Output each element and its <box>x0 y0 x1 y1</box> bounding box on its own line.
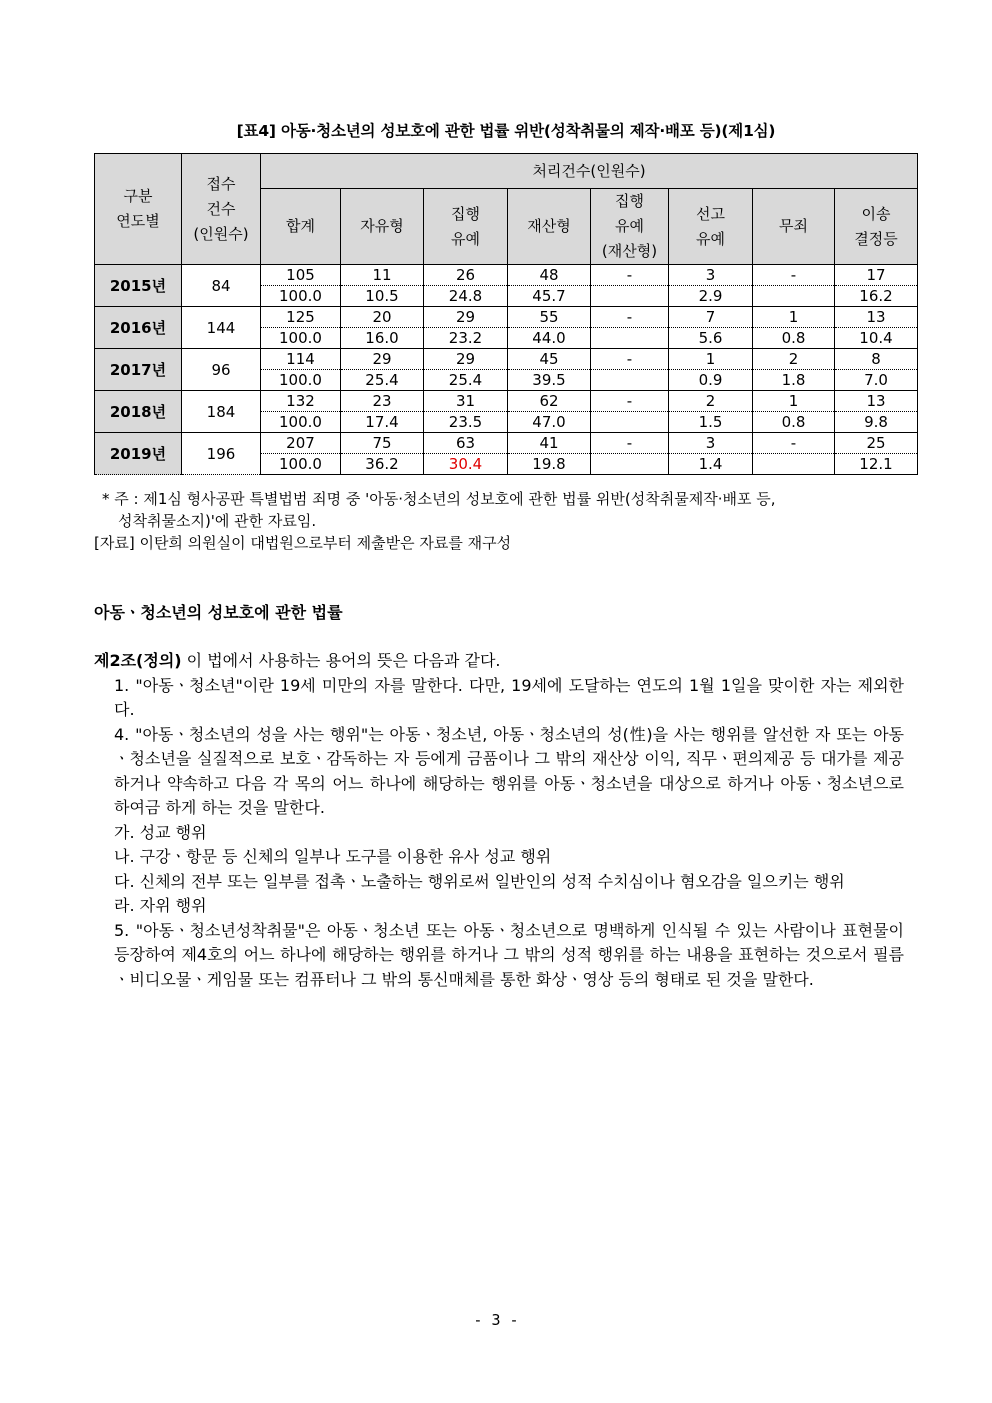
count-cell: 1 <box>753 307 835 328</box>
header-received-line: 건수 <box>206 199 236 218</box>
header-category-top: 구분 <box>123 187 153 205</box>
law-item: 가. 성교 행위 <box>114 822 207 842</box>
header-col-line: 무죄 <box>779 217 808 235</box>
header-col-line: 유예 <box>451 229 480 248</box>
count-cell: 2 <box>753 349 835 370</box>
percent-cell: 1.4 <box>669 454 753 475</box>
percent-cell: 24.8 <box>424 286 508 307</box>
table-row-counts <box>95 433 918 454</box>
page-number: - 3 - <box>473 1311 519 1329</box>
percent-cell: 1.5 <box>669 412 753 433</box>
law-section <box>94 600 904 992</box>
percent-cell: 100.0 <box>261 370 341 391</box>
count-cell: 2 <box>669 391 753 412</box>
count-cell: 63 <box>424 433 508 454</box>
header-col-line: 이송 <box>861 204 891 223</box>
header-col-suspended <box>424 189 508 265</box>
percent-cell <box>591 286 669 307</box>
percent-cell: 47.0 <box>508 412 591 433</box>
percent-cell <box>753 454 835 475</box>
percent-cell: 100.0 <box>261 328 341 349</box>
count-cell: - <box>753 265 835 286</box>
percent-cell: 100.0 <box>261 412 341 433</box>
count-cell: - <box>591 265 669 286</box>
table-body <box>95 265 918 475</box>
year-cell: 2018년 <box>95 391 182 433</box>
note-line: * 주 : 제1심 형사공판 특별법범 죄명 중 '아동·청소년의 성보호에 관한 법률 위반(성착취물제작·배포 등, <box>102 490 776 508</box>
count-cell: 8 <box>835 349 918 370</box>
count-cell: 17 <box>835 265 918 286</box>
percent-cell: 9.8 <box>835 412 918 433</box>
header-col-transfer <box>835 189 918 265</box>
percent-cell: 45.7 <box>508 286 591 307</box>
table-row-counts <box>95 349 918 370</box>
article-intro <box>94 649 904 674</box>
header-col-line: 집행 <box>451 204 480 223</box>
header-col-line: 합계 <box>286 217 315 235</box>
percent-cell: 5.6 <box>669 328 753 349</box>
table-row-counts <box>95 265 918 286</box>
source-line: [자료] 이탄희 의원실이 대법원으로부터 제출받은 자료를 재구성 <box>94 534 512 552</box>
percent-cell: 30.4 <box>424 454 508 475</box>
count-cell: 26 <box>424 265 508 286</box>
received-cell: 96 <box>182 349 261 391</box>
count-cell: - <box>753 433 835 454</box>
law-item: 1. "아동ㆍ청소년"이란 19세 미만의 자를 말한다. 다만, 19세에 도달하는 연도의 1월 1일을 맞이한 자는 제외한다. <box>114 675 904 719</box>
header-col-line: 집행 <box>615 192 644 210</box>
table-title: [표4] 아동·청소년의 성보호에 관한 법률 위반(성착취물의 제작·배포 등)(제1심) <box>236 122 776 140</box>
header-col-fine <box>508 189 591 265</box>
percent-cell: 100.0 <box>261 454 341 475</box>
count-cell: 23 <box>341 391 424 412</box>
received-cell: 184 <box>182 391 261 433</box>
percent-cell <box>591 454 669 475</box>
year-cell: 2015년 <box>95 265 182 307</box>
header-received <box>182 154 261 265</box>
count-cell: 75 <box>341 433 424 454</box>
header-col-line: 재산형 <box>527 217 571 235</box>
count-cell: - <box>591 349 669 370</box>
header-received-line: (인원수) <box>193 224 249 243</box>
count-cell: 1 <box>753 391 835 412</box>
statistics-table <box>94 153 918 475</box>
percent-cell: 16.2 <box>835 286 918 307</box>
law-item: 라. 자위 행위 <box>114 896 207 915</box>
count-cell: - <box>591 433 669 454</box>
count-cell: 25 <box>835 433 918 454</box>
count-cell: 41 <box>508 433 591 454</box>
count-cell: 3 <box>669 433 753 454</box>
percent-cell: 0.8 <box>753 412 835 433</box>
percent-cell: 0.9 <box>669 370 753 391</box>
header-col-acquitted <box>753 189 835 265</box>
count-cell: 29 <box>341 349 424 370</box>
percent-cell <box>753 286 835 307</box>
law-item: 4. "아동ㆍ청소년의 성을 사는 행위"는 아동ㆍ청소년, 아동ㆍ청소년의 성(性)을 사는 행위를 알선한 자 또는 아동ㆍ청소년을 실질적으로 보호ㆍ감독하는 자 등에게 금품이나 그 밖의 재산상 이익, 직무ㆍ편의제공 등 대가를 제공하거나 약속하고 다음 각 목의 어느 하나에 해당하는 행위를 아동ㆍ청소년을 대상으로 하거나 아동ㆍ청소년으로 하여금 하게 하는 것을 말한다. <box>114 724 904 817</box>
percent-cell: 44.0 <box>508 328 591 349</box>
header-col-line: 선고 <box>696 204 725 223</box>
year-cell: 2017년 <box>95 349 182 391</box>
percent-cell: 10.5 <box>341 286 424 307</box>
count-cell: 3 <box>669 265 753 286</box>
table-row-counts <box>95 307 918 328</box>
header-received-line: 접수 <box>206 174 236 193</box>
header-category <box>95 154 182 265</box>
count-cell: 29 <box>424 349 508 370</box>
count-cell: 105 <box>261 265 341 286</box>
header-col-imprisonment <box>341 189 424 265</box>
count-cell: 29 <box>424 307 508 328</box>
table-row-counts <box>95 391 918 412</box>
percent-cell: 36.2 <box>341 454 424 475</box>
count-cell: 48 <box>508 265 591 286</box>
count-cell: 11 <box>341 265 424 286</box>
header-category-bottom: 연도별 <box>116 212 160 230</box>
count-cell: 114 <box>261 349 341 370</box>
header-col-suspended-fine <box>591 189 669 265</box>
year-cell: 2019년 <box>95 433 182 475</box>
received-cell: 84 <box>182 265 261 307</box>
count-cell: 125 <box>261 307 341 328</box>
percent-cell: 2.9 <box>669 286 753 307</box>
law-item: 나. 구강ㆍ항문 등 신체의 일부나 도구를 이용한 유사 성교 행위 <box>114 847 552 866</box>
percent-cell: 25.4 <box>424 370 508 391</box>
percent-cell: 19.8 <box>508 454 591 475</box>
year-cell: 2016년 <box>95 307 182 349</box>
percent-cell: 23.2 <box>424 328 508 349</box>
count-cell: - <box>591 391 669 412</box>
header-col-total <box>261 189 341 265</box>
table-notes <box>94 488 924 554</box>
percent-cell <box>591 412 669 433</box>
percent-cell: 100.0 <box>261 286 341 307</box>
count-cell: 20 <box>341 307 424 328</box>
received-cell: 144 <box>182 307 261 349</box>
count-cell: 13 <box>835 307 918 328</box>
law-item: 다. 신체의 전부 또는 일부를 접촉ㆍ노출하는 행위로써 일반인의 성적 수치심이나 혐오감을 일으키는 행위 <box>114 871 845 891</box>
percent-cell: 16.0 <box>341 328 424 349</box>
count-cell: 207 <box>261 433 341 454</box>
header-col-line: 자유형 <box>360 217 404 235</box>
count-cell: 132 <box>261 391 341 412</box>
percent-cell: 17.4 <box>341 412 424 433</box>
count-cell: 31 <box>424 391 508 412</box>
received-cell: 196 <box>182 433 261 475</box>
count-cell: 13 <box>835 391 918 412</box>
percent-cell: 1.8 <box>753 370 835 391</box>
percent-cell: 25.4 <box>341 370 424 391</box>
count-cell: 62 <box>508 391 591 412</box>
header-col-line: 유예 <box>615 217 644 235</box>
header-col-deferred <box>669 189 753 265</box>
percent-cell: 39.5 <box>508 370 591 391</box>
count-cell: 55 <box>508 307 591 328</box>
article-intro-text: 이 법에서 사용하는 용어의 뜻은 다음과 같다. <box>181 651 501 670</box>
law-items <box>94 674 904 993</box>
law-item: 5. "아동ㆍ청소년성착취물"은 아동ㆍ청소년 또는 아동ㆍ청소년으로 명백하게 인식될 수 있는 사람이나 표현물이 등장하여 제4호의 어느 하나에 해당하는 행위를 하거나 그 밖의 성적 행위를 하는 내용을 표현하는 것으로서 필름ㆍ비디오물ㆍ게임물 또는 컴퓨터나 그 밖의 통신매체를 통한 화상ㆍ영상 등의 형태로 된 것을 말한다. <box>114 920 904 989</box>
count-cell: 45 <box>508 349 591 370</box>
header-processed-group: 처리건수(인원수) <box>261 154 918 189</box>
count-cell: - <box>591 307 669 328</box>
percent-cell: 7.0 <box>835 370 918 391</box>
percent-cell: 12.1 <box>835 454 918 475</box>
article-heading: 제2조(정의) <box>94 651 182 670</box>
count-cell: 7 <box>669 307 753 328</box>
percent-cell: 23.5 <box>424 412 508 433</box>
header-col-line: 유예 <box>696 229 725 248</box>
percent-cell <box>591 328 669 349</box>
percent-cell: 0.8 <box>753 328 835 349</box>
percent-cell: 10.4 <box>835 328 918 349</box>
note-line: 성착취물소지)'에 관한 자료임. <box>118 512 317 530</box>
header-col-line: (재산형) <box>601 242 658 260</box>
law-title: 아동ㆍ청소년의 성보호에 관한 법률 <box>94 603 343 622</box>
count-cell: 1 <box>669 349 753 370</box>
header-col-line: 결정등 <box>854 229 898 248</box>
percent-cell <box>591 370 669 391</box>
